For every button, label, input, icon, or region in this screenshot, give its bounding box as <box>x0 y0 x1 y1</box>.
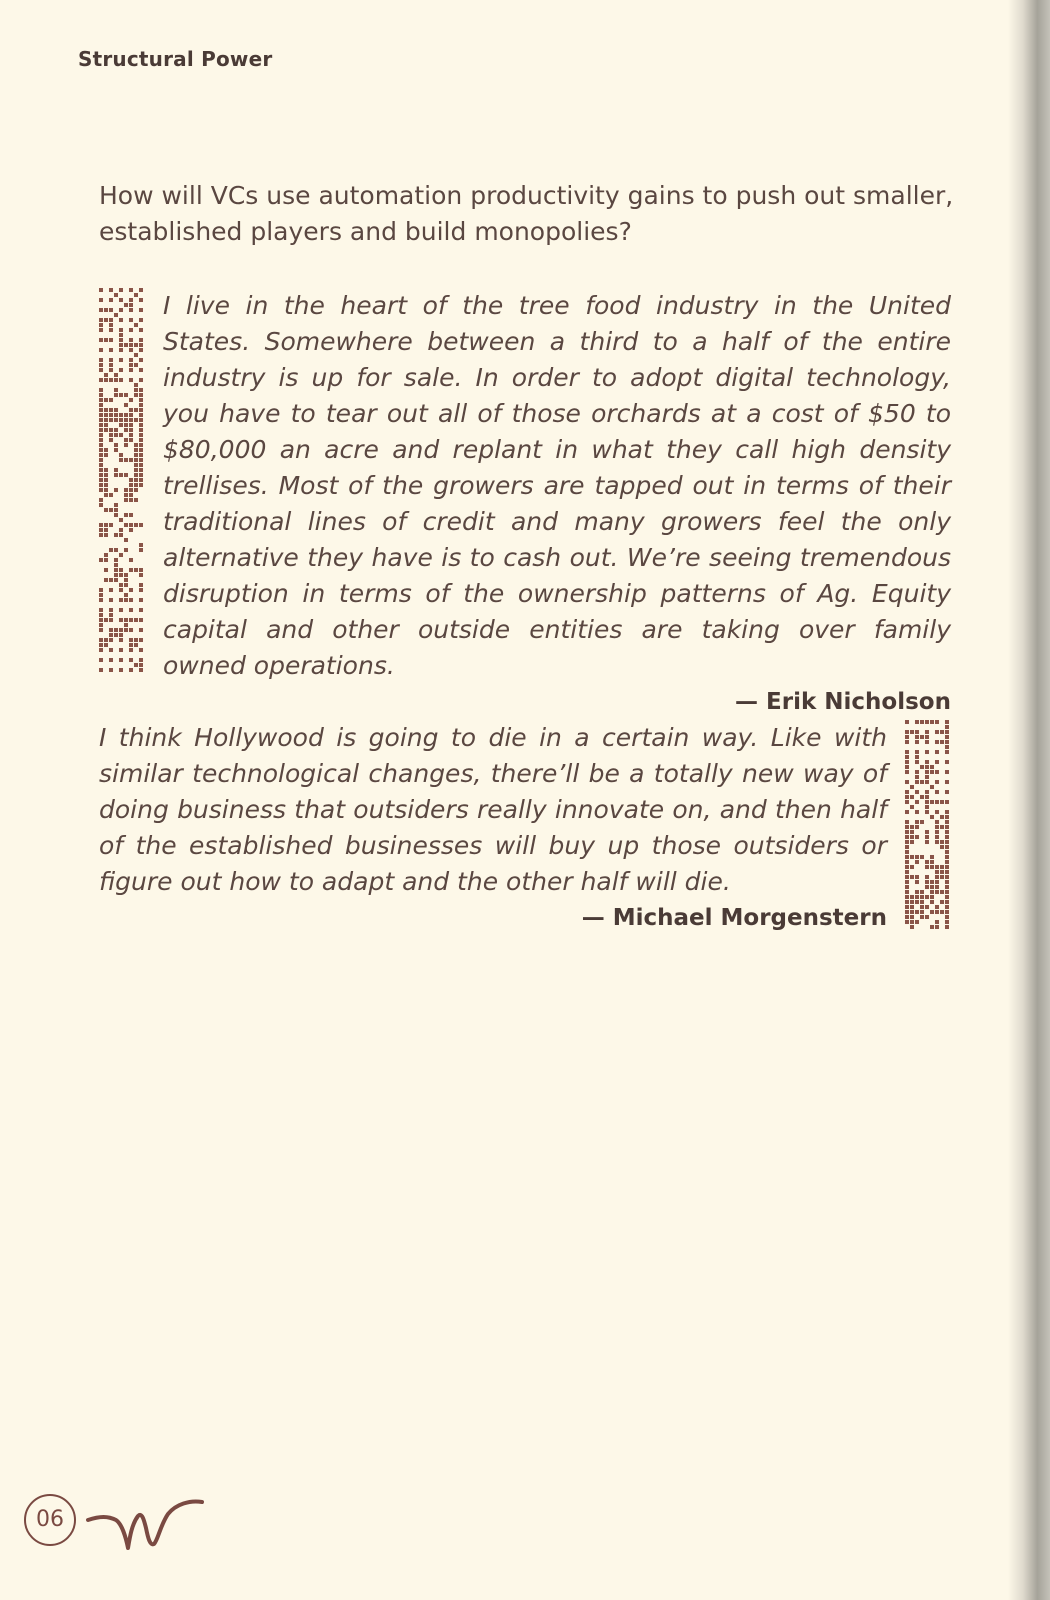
quote-text: I think Hollywood is going to die in a certain way. Like with similar technological changes, there’ll be a totally new way of doing business that outsiders really innovate on, and then half of the established businesses will buy up those outsiders or figure out how to adapt and the other half will die. <box>99 723 887 896</box>
quote-block-nicholson <box>99 288 951 720</box>
quote-text-morgenstern <box>99 720 887 936</box>
quote-attribution: — Michael Morgenstern <box>581 905 887 931</box>
pixel-pattern-icon <box>905 720 951 936</box>
page-footer <box>24 1494 214 1564</box>
quote-text-nicholson <box>163 288 951 720</box>
page-edge-shadow <box>1008 0 1050 1600</box>
running-head: Structural Power <box>78 47 273 71</box>
question-text: How will VCs use automation productivity gains to push out smaller, established players and build monopolies? <box>99 181 954 246</box>
quote-text: I live in the heart of the tree food industry in the United States. Somewhere between a third to a half of the entire industry is up for sale. In order to adopt digital technology, you have to tear out all of those orchards at a cost of $50 to $80,000 an acre and replant in what they call high density trellises. Most of the growers are tapped out in terms of their traditional lines of credit and many growers feel the only alternative they have is to cash out. We’re seeing tremendous disruption in terms of the ownership patterns of Ag. Equity capital and other outside entities are taking over family owned operations. <box>163 291 951 680</box>
pixel-pattern-icon <box>99 288 145 720</box>
quote-attribution: — Erik Nicholson <box>735 689 951 715</box>
page-number: 06 <box>24 1494 76 1546</box>
flourish-icon <box>86 1498 206 1556</box>
quote-block-morgenstern <box>99 720 951 936</box>
